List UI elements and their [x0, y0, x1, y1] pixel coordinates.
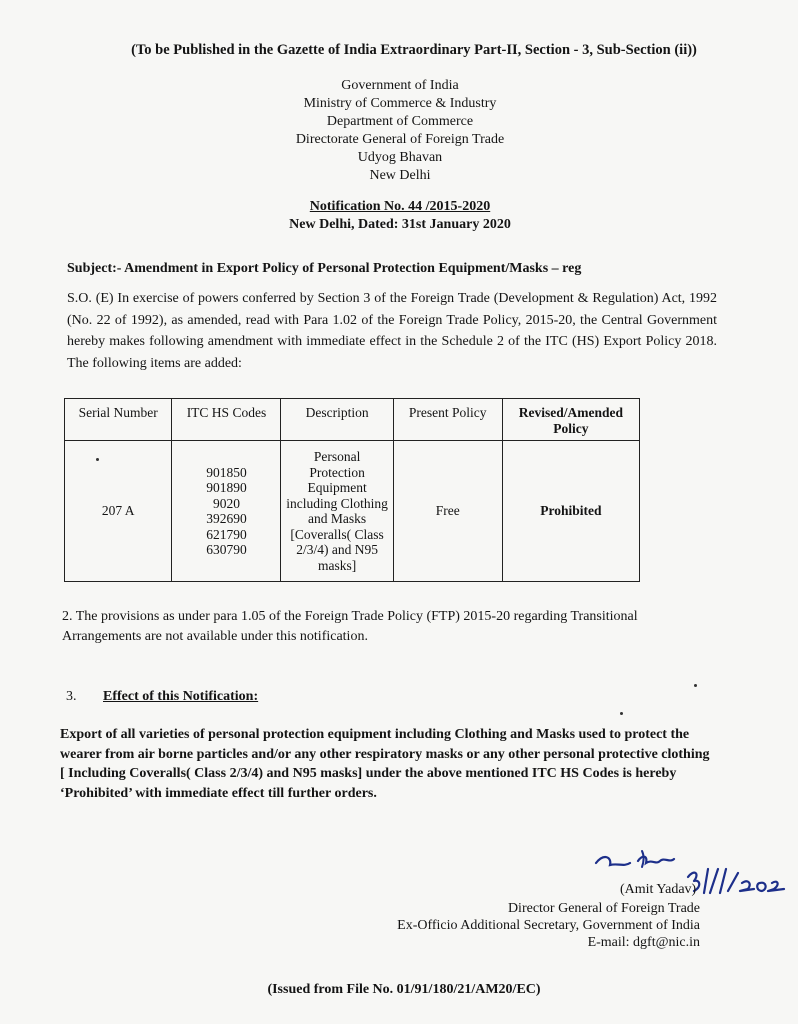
column-header: Description — [281, 399, 393, 441]
paragraph-2: 2. The provisions as under para 1.05 of the Foreign Trade Policy (FTP) 2015-20 regarding Transitional Arrangements are not available under this notification. — [62, 609, 638, 644]
section-3-title: Effect of this Notification: — [103, 689, 259, 704]
description-line: including Clothing — [286, 495, 388, 511]
scan-speck — [620, 712, 623, 715]
section-3-number: 3. — [66, 689, 77, 704]
header-line: New Delhi — [369, 168, 431, 183]
policy-table — [64, 398, 640, 582]
hs-code: 901850 — [206, 464, 247, 480]
table-row — [65, 441, 640, 582]
designation-line: Ex-Officio Additional Secretary, Government of India — [397, 918, 700, 933]
present-policy-cell: Free — [393, 441, 502, 582]
notification-number: Notification No. 44 /2015-2020 — [309, 199, 491, 214]
column-header: ITC HS Codes — [172, 399, 281, 441]
subject-line: Subject:- Amendment in Export Policy of Personal Protection Equipment/Masks – reg — [67, 261, 582, 276]
signatory-designation — [380, 900, 700, 951]
table-header-row — [65, 399, 640, 441]
description-line: Personal — [313, 449, 361, 464]
description-line: Protection — [309, 464, 365, 480]
column-header: Present Policy — [393, 399, 502, 441]
designation-line: E-mail: dgft@nic.in — [587, 935, 700, 950]
description-line: 2/3/4) and N95 — [296, 542, 378, 557]
scan-speck — [694, 684, 697, 687]
description-line: [Coveralls( Class — [290, 526, 384, 542]
header-line: Ministry of Commerce & Industry — [303, 96, 497, 111]
paragraph-1: S.O. (E) In exercise of powers conferred by Section 3 of the Foreign Trade (Development & Regulation) Act, 1992 (No. 22 of 1992), as amended, read with Para 1.02 of the Foreign Trade Policy, 2015-20, the Central Government hereby makes following amendment with immediate effect in the Schedule 2 of the ITC (HS) Export Policy 2018. The following items are added: — [67, 291, 717, 371]
header-line: Government of India — [341, 78, 459, 93]
header-line: Department of Commerce — [326, 114, 474, 129]
designation-line: Director General of Foreign Trade — [507, 901, 700, 916]
description-cell — [281, 441, 393, 582]
signatory-name: (Amit Yadav) — [620, 882, 697, 897]
section-3-body: Export of all varieties of personal protection equipment including Clothing and Masks used to protect the wearer from air borne particles and/or any other respiratory masks or any other personal protective clothing [ Including Coveralls( Class 2/3/4) and N95 masks] under the above mentioned ITC HS Codes is hereby ‘Prohibited’ with immediate effect till further orders. — [60, 727, 710, 801]
hs-code: 621790 — [206, 526, 247, 542]
hs-code: 901890 — [206, 480, 247, 495]
description-line: and Masks — [308, 511, 367, 526]
notification-date: New Delhi, Dated: 31st January 2020 — [289, 217, 511, 232]
hs-code: 392690 — [206, 511, 247, 526]
notification-block — [200, 198, 600, 234]
hs-codes-cell — [172, 441, 281, 582]
gazette-line: (To be Published in the Gazette of India Extraordinary Part-II, Section - 3, Sub-Section (ii)) — [131, 42, 697, 58]
column-header: Revised/Amended Policy — [502, 399, 639, 441]
description-line: masks] — [317, 557, 357, 573]
revised-policy-cell: Prohibited — [502, 441, 639, 582]
issued-from-line: (Issued from File No. 01/91/180/21/AM20/EC) — [267, 982, 541, 997]
description-line: Equipment — [307, 480, 367, 495]
column-header: Serial Number — [65, 399, 172, 441]
issuing-authority — [200, 77, 600, 185]
header-line: Directorate General of Foreign Trade — [295, 132, 505, 147]
scan-speck — [96, 458, 99, 461]
hs-code: 630790 — [206, 542, 247, 557]
serial-cell: 207 A — [65, 441, 172, 582]
hs-code: 9020 — [212, 495, 240, 511]
header-line: Udyog Bhavan — [357, 150, 443, 165]
